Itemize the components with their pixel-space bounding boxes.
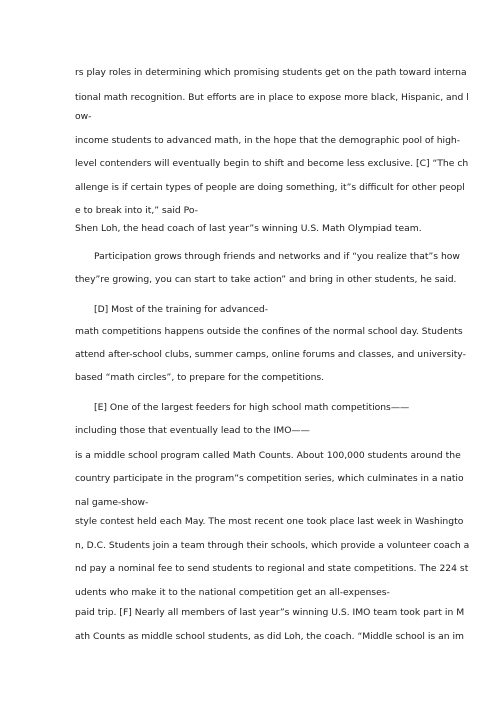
text-line: country participate in the program”s competition series, which culminates in a natio — [75, 473, 464, 484]
text-line: income students to advanced math, in the hope that the demographic pool of high- — [75, 135, 461, 146]
text-line: including those that eventually lead to the IMO—— — [75, 425, 310, 436]
text-line: allenge is if certain types of people are doing something, it”s difficult for other peopl — [75, 182, 465, 193]
text-line: level contenders will eventually begin to shift and become less exclusive. [C] “The ch — [75, 158, 469, 169]
text-line: paid trip. [F] Nearly all members of last year”s winning U.S. IMO team took part in M — [75, 607, 465, 618]
text-line: attend after-school clubs, summer camps, online forums and classes, and university- — [75, 349, 466, 360]
paragraph-first-line: Participation grows through friends and networks and if “you realize that”s how — [94, 251, 460, 262]
text-line: Shen Loh, the head coach of last year”s winning U.S. Math Olympiad team. — [75, 223, 422, 234]
text-line: math competitions happens outside the confines of the normal school day. Students — [75, 326, 463, 337]
text-line: n, D.C. Students join a team through their schools, which provide a volunteer coach a — [75, 540, 470, 551]
text-line: rs play roles in determining which promising students get on the path toward interna — [75, 67, 467, 78]
text-line: style contest held each May. The most recent one took place last week in Washingto — [75, 516, 464, 527]
text-line: is a middle school program called Math Counts. About 100,000 students around the — [75, 450, 461, 461]
text-line: based “math circles”, to prepare for the competitions. — [75, 372, 325, 383]
text-line: e to break into it,” said Po- — [75, 205, 198, 216]
paragraph-first-line: [E] One of the largest feeders for high school math competitions—— — [94, 402, 410, 413]
text-line: ath Counts as middle school students, as did Loh, the coach. “Middle school is an im — [75, 631, 464, 642]
text-line: nd pay a nominal fee to send students to regional and state competitions. The 224 st — [75, 563, 469, 574]
text-line: udents who make it to the national competition get an all-expenses- — [75, 587, 390, 598]
text-line: tional math recognition. But efforts are in place to expose more black, Hispanic, and l — [75, 92, 469, 103]
text-line: ow- — [75, 111, 92, 122]
paragraph-first-line: [D] Most of the training for advanced- — [94, 304, 269, 315]
text-line: they”re growing, you can start to take action” and bring in other students, he said. — [75, 274, 457, 285]
text-line: nal game-show- — [75, 497, 149, 508]
